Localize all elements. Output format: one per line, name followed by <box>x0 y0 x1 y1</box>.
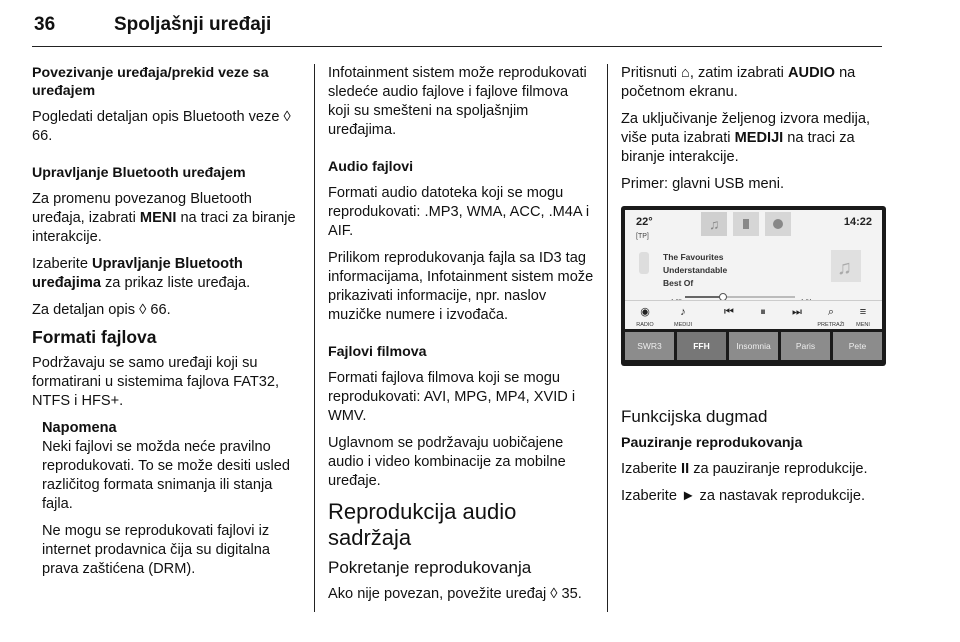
svg-text:♫: ♫ <box>709 216 720 232</box>
radio-button[interactable]: ◉ RADIO <box>636 306 654 328</box>
note-text-1: Neki fajlovi se možda neće pravilno reprodukovati. To se može desiti usled različitog formata snimanja ili stanja fajla. <box>42 439 290 512</box>
music-note-icon: ♪ <box>680 306 686 318</box>
para-resume: Izaberite ► za nastavak reprodukcije. <box>621 488 866 504</box>
column-middle <box>328 64 594 612</box>
para-formats: Podržavaju se samo uređaji koji su formatirani u sistemima fajlova FAT32, NTFS i HFS+. <box>32 355 280 409</box>
control-bar <box>625 300 882 329</box>
previous-button[interactable] <box>711 303 747 322</box>
note-box <box>42 419 304 579</box>
list-tab-icon[interactable] <box>733 212 759 236</box>
svg-text:♫: ♫ <box>837 257 852 279</box>
heading-video: Fajlovi filmova <box>328 344 427 360</box>
para-audio: Formati audio datoteka koji se mogu reprodukovati: .MP3, WMA, ACC, .M4A i AIF. <box>328 185 590 239</box>
column-divider <box>607 64 608 612</box>
para-connect: Pogledati detaljan opis Bluetooth veze ◊ 66. <box>32 109 291 144</box>
heading-manage: Upravljanje Bluetooth uređajem <box>32 165 246 181</box>
device-icon <box>639 252 649 274</box>
menu-button[interactable]: ≡ MENI <box>856 306 870 328</box>
screen-temperature: 22° <box>636 216 653 228</box>
column-left <box>32 64 304 587</box>
album-art-icon <box>831 250 861 282</box>
preset-item[interactable]: Paris <box>781 332 830 360</box>
para-press: Pritisnuti ⌂, zatim izabrati AUDIO na početnom ekranu. <box>621 65 856 100</box>
music-tab-icon[interactable] <box>701 212 727 236</box>
para-id3: Prilikom reprodukovanja fajla sa ID3 tag informacijama, Infotainment sistem može prikazivati informacije, npr. naslov muzičke numere i izvođača. <box>328 250 594 323</box>
track-title: The Favourites <box>663 252 724 262</box>
track-album: Best Of <box>663 278 694 288</box>
preset-item[interactable]: FFH <box>677 332 726 360</box>
screen-tp: [TP] <box>636 233 649 240</box>
play-icon: ► <box>681 488 696 504</box>
usb-menu-screenshot <box>621 206 886 366</box>
next-button[interactable] <box>779 303 815 322</box>
pause-button[interactable] <box>745 303 781 322</box>
note-text-2: Ne mogu se reprodukovati fajlovi iz internet prodavnica čija su digitalna prava zaštićena (DRM). <box>42 523 270 577</box>
column-divider <box>314 64 315 612</box>
radio-icon: ◉ <box>640 306 650 318</box>
heading-pause: Pauziranje reprodukovanja <box>621 435 803 451</box>
heading-reproduction: Reprodukcija audio sadržaja <box>328 499 517 550</box>
preset-item[interactable]: SWR3 <box>625 332 674 360</box>
para-example: Primer: glavni USB meni. <box>621 176 785 192</box>
home-icon: ⌂ <box>681 65 690 81</box>
para-select: Izaberite Upravljanje Bluetooth uređajima za prikaz liste uređaja. <box>32 256 251 291</box>
para-media: Za uključivanje željenog izvora medija, više puta izabrati MEDIJI na traci za biranje interakcije. <box>621 111 871 165</box>
column-right <box>621 64 889 514</box>
para-video: Formati fajlova filmova koji se mogu reprodukovati: AVI, MPG, MP4, XVID i WMV. <box>328 370 576 424</box>
para-pause: Izaberite II za pauziranje reprodukcije. <box>621 461 868 477</box>
page-header <box>32 10 882 47</box>
screen-clock: 14:22 <box>843 216 872 228</box>
heading-function-buttons: Funkcijska dugmad <box>621 407 768 426</box>
progress-bar[interactable] <box>685 296 795 298</box>
heading-formats: Formati fajlova <box>32 327 157 347</box>
preset-item[interactable]: Insomnia <box>729 332 778 360</box>
para-manage: Za promenu povezanog Bluetooth uređaja, izabrati MENI na traci za biranje interakcije. <box>32 191 296 245</box>
heading-connect: Povezivanje uređaja/prekid veze sa uređajem <box>32 65 269 99</box>
heading-start: Pokretanje reprodukovanja <box>328 558 532 577</box>
media-button[interactable]: ♪ MEDIJI <box>673 306 693 328</box>
search-icon: ⌕ <box>827 306 835 318</box>
preset-item[interactable]: Pete <box>833 332 882 360</box>
para-intro: Infotainment sistem može reprodukovati sledeće audio fajlove i fajlove filmova koji su smešteni na spoljašnjim uređajima. <box>328 65 587 138</box>
para-start: Ako nije povezan, povežite uređaj ◊ 35. <box>328 586 582 602</box>
track-artist: Understandable <box>663 265 728 275</box>
note-title: Napomena <box>42 420 117 436</box>
para-detail: Za detaljan opis ◊ 66. <box>32 302 171 318</box>
page-number: 36 <box>34 14 56 35</box>
next-icon: ⏭ <box>792 306 802 318</box>
pause-icon: II <box>681 461 690 477</box>
menu-icon: ≡ <box>859 306 867 318</box>
heading-audio: Audio fajlovi <box>328 159 414 175</box>
info-tab-icon[interactable] <box>765 212 791 236</box>
previous-icon: ⏮ <box>724 306 734 318</box>
pause-icon: ⏸ <box>760 306 766 318</box>
search-button[interactable]: ⌕ PRETRAŽI <box>817 306 845 328</box>
preset-bar <box>625 332 882 360</box>
chapter-title: Spoljašnji uređaji <box>114 14 272 35</box>
para-combo: Uglavnom se podržavaju uobičajene audio i video kombinacije za mobilne uređaje. <box>328 435 566 489</box>
